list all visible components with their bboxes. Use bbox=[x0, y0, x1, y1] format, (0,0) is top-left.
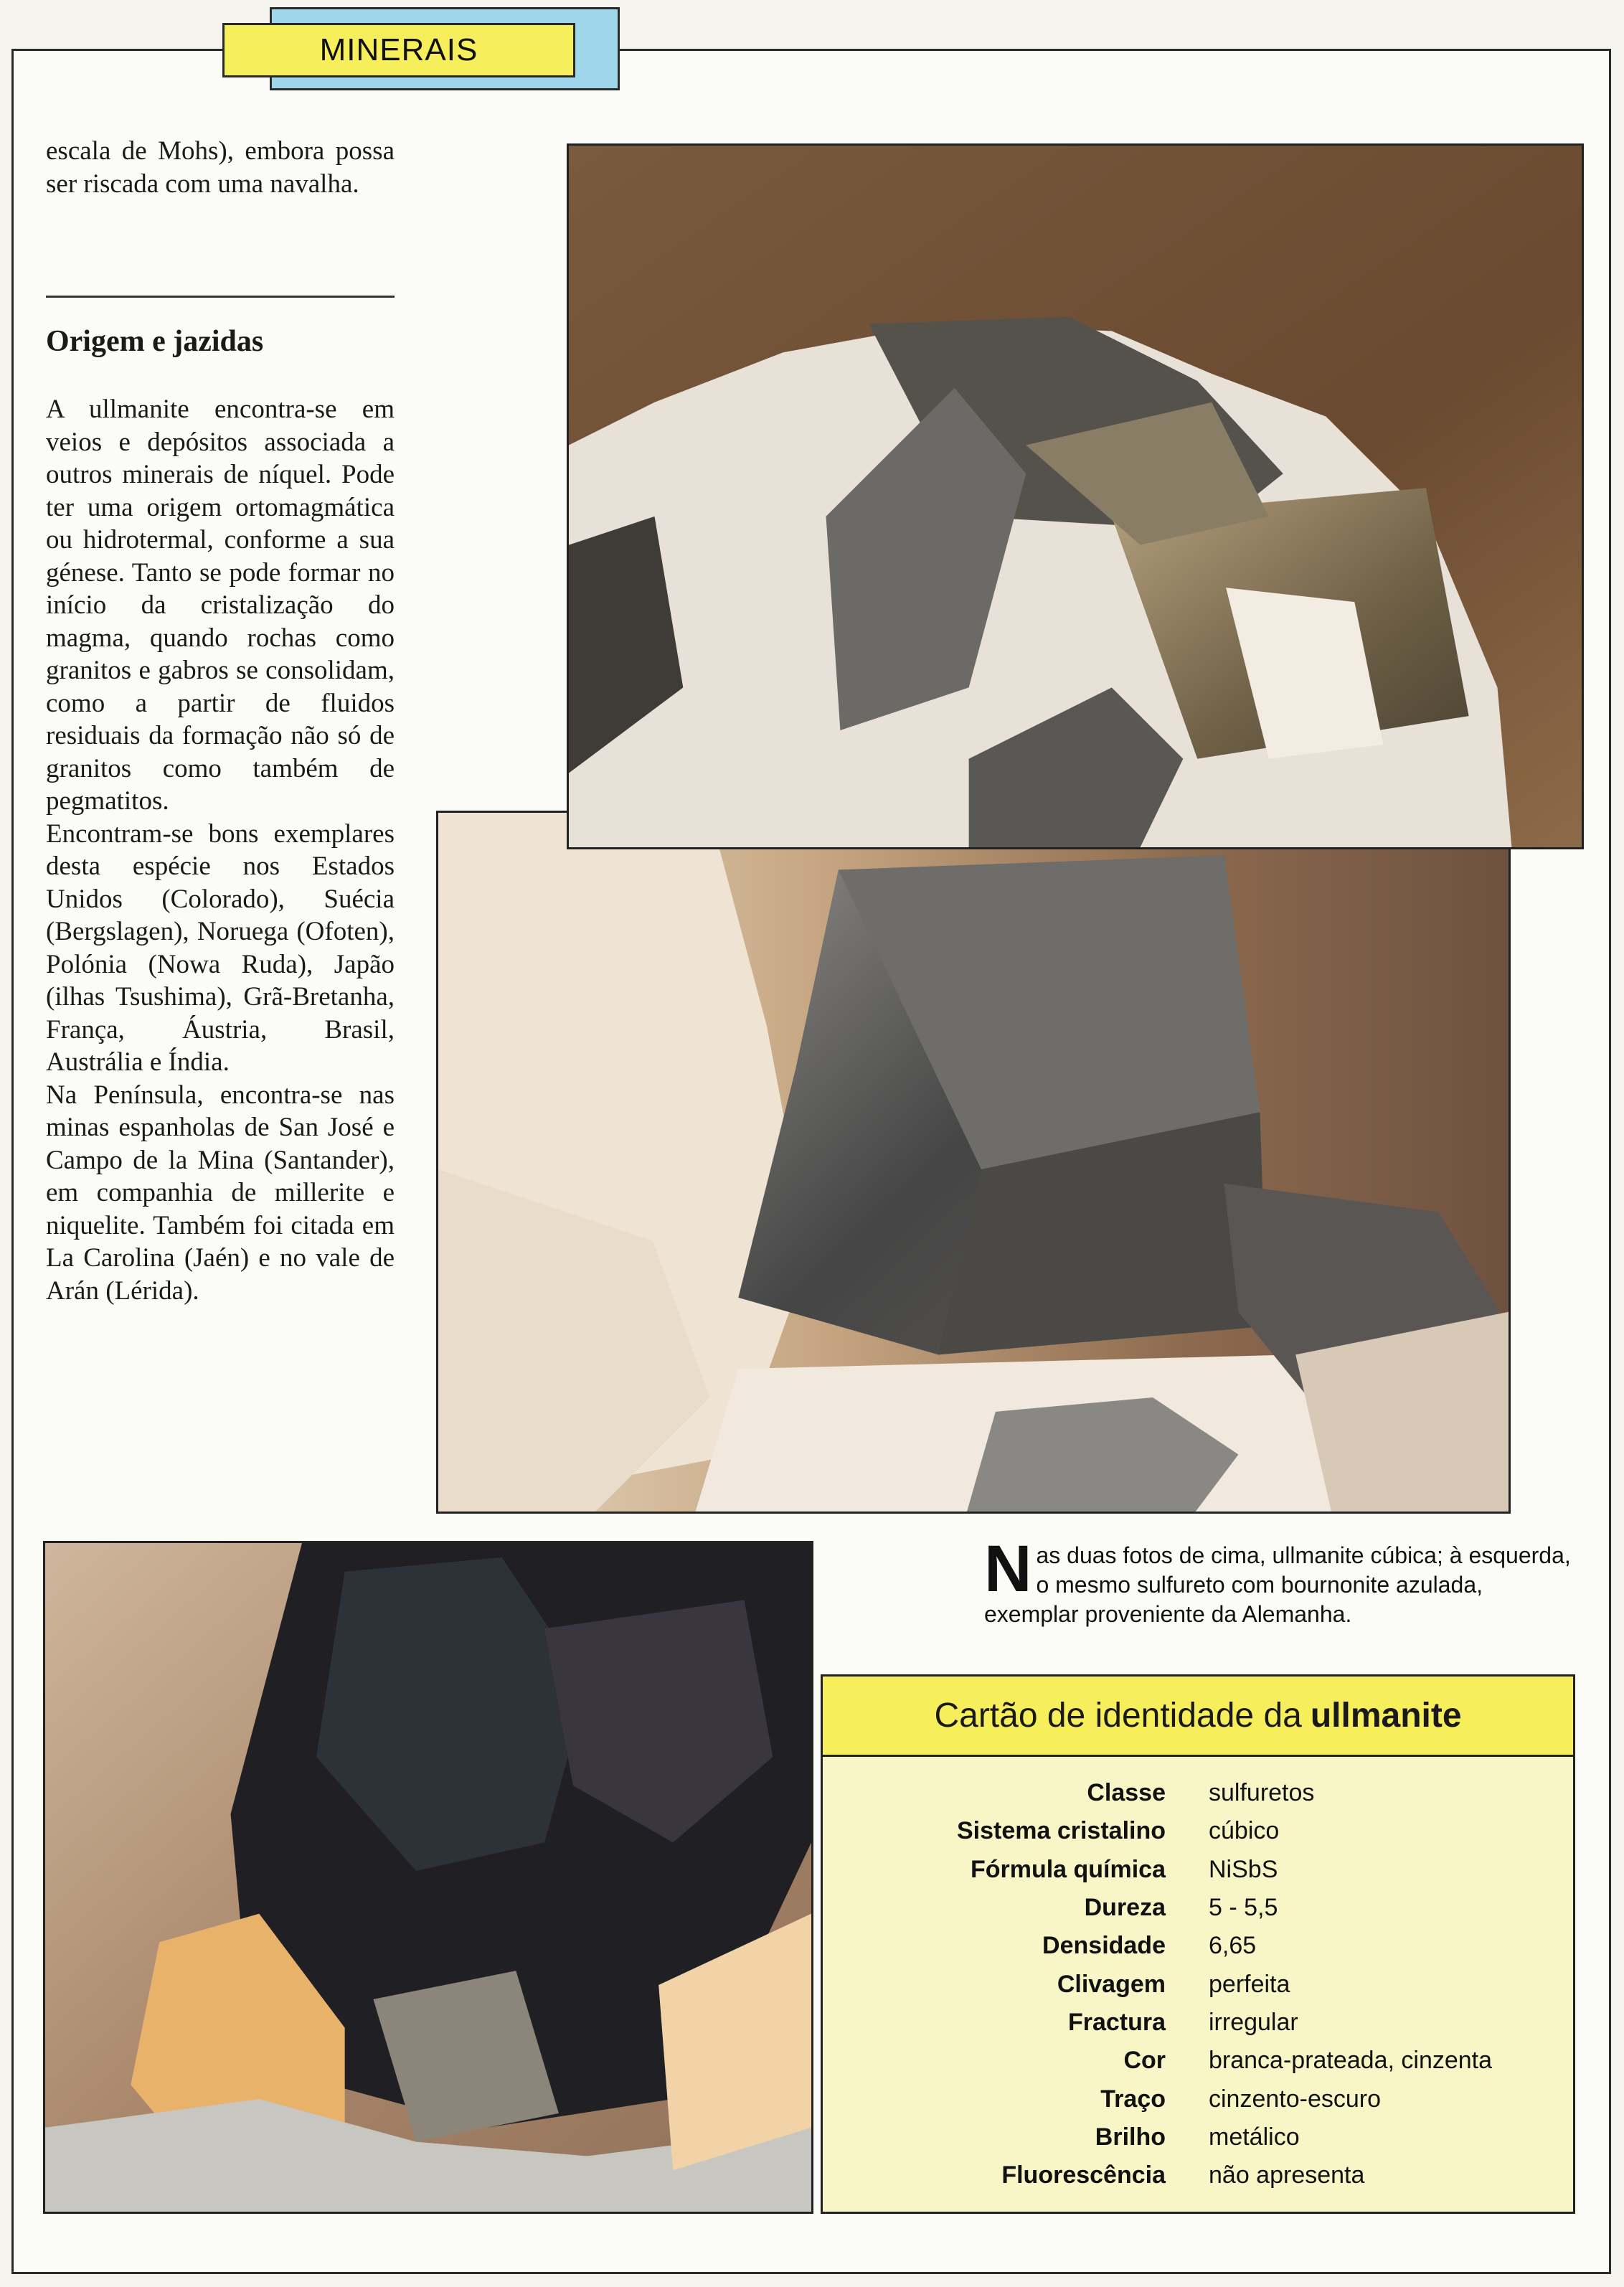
card-key: Fractura bbox=[1067, 2008, 1166, 2036]
section-heading: Origem e jazidas bbox=[46, 325, 264, 358]
identity-card-title-prefix: Cartão de identidade da bbox=[934, 1697, 1302, 1735]
card-row-fractura bbox=[823, 2004, 1573, 2042]
body-paragraph-origin: A ullmanite encontra-se em veios e depósitos associada a outros minerais de níquel. Pode ter uma origem ortomagmática ou hidrotermal, conforme a sua génese. Tanto se pode formar no início da cristalização do magma, quando rochas como granitos e gabros se consolidam, como a partir de fluidos residuais da formação não só de granitos como também de pegmatitos. bbox=[46, 395, 395, 816]
body-text bbox=[46, 393, 395, 1307]
card-key: Brilho bbox=[1095, 2123, 1166, 2151]
intro-paragraph: escala de Mohs), embora possa ser riscada com uma navalha. bbox=[46, 136, 395, 199]
card-row-classe bbox=[823, 1774, 1573, 1812]
section-label: MINERAIS bbox=[319, 32, 478, 67]
identity-card-rows bbox=[823, 1774, 1573, 2194]
card-row-cor bbox=[823, 2042, 1573, 2080]
card-row-densidade bbox=[823, 1927, 1573, 1965]
card-row-brilho bbox=[823, 2118, 1573, 2156]
card-key: Fluorescência bbox=[1001, 2161, 1166, 2189]
mineral-photo-middle bbox=[436, 811, 1511, 1514]
card-key: Fórmula química bbox=[970, 1855, 1166, 1883]
caption-drop-cap: N bbox=[984, 1532, 1032, 1605]
card-row-traco bbox=[823, 2080, 1573, 2118]
identity-card bbox=[821, 1674, 1575, 2214]
body-paragraph-peninsula: Na Península, encontra-se nas minas espanholas de San José e Campo de la Mina (Santander), em companhia de millerite e niquelite. Também foi citada em La Carolina (Jaén) e no vale de Arán (Lérida). bbox=[46, 1080, 395, 1306]
card-value: cúbico bbox=[1209, 1817, 1280, 1845]
body-paragraph-localities: Encontram-se bons exemplares desta espécie nos Estados Unidos (Colorado), Suécia (Bergslagen), Noruega (Ofoten), Polónia (Nowa Ruda), Japão (ilhas Tsushima), Grã-Bretanha, França, Áustria, Brasil, Austrália e Índia. bbox=[46, 819, 395, 1077]
card-value: 6,65 bbox=[1209, 1932, 1257, 1960]
card-key: Cor bbox=[1123, 2047, 1166, 2075]
card-value: não apresenta bbox=[1209, 2161, 1365, 2189]
mineral-photo-top bbox=[567, 143, 1584, 849]
card-row-fluorescencia bbox=[823, 2156, 1573, 2194]
identity-card-title-mineral: ullmanite bbox=[1310, 1697, 1462, 1735]
card-value: branca-prateada, cinzenta bbox=[1209, 2047, 1493, 2075]
card-row-sistema-cristalino bbox=[823, 1812, 1573, 1850]
card-row-formula-quimica bbox=[823, 1851, 1573, 1889]
card-key: Densidade bbox=[1042, 1932, 1166, 1960]
card-key: Traço bbox=[1100, 2085, 1166, 2113]
card-value: NiSbS bbox=[1209, 1855, 1278, 1883]
card-value: metálico bbox=[1209, 2123, 1300, 2151]
card-key: Sistema cristalino bbox=[956, 1817, 1166, 1845]
card-key: Classe bbox=[1087, 1779, 1166, 1807]
card-value: cinzento-escuro bbox=[1209, 2085, 1382, 2113]
mineral-photo-bottom bbox=[43, 1541, 813, 2214]
identity-card-title bbox=[823, 1677, 1573, 1757]
card-key: Dureza bbox=[1084, 1894, 1166, 1922]
section-tab bbox=[222, 23, 575, 77]
card-value: 5 - 5,5 bbox=[1209, 1894, 1278, 1922]
section-divider bbox=[46, 296, 395, 298]
card-key: Clivagem bbox=[1057, 1970, 1166, 1998]
card-value: perfeita bbox=[1209, 1970, 1290, 1998]
caption-text: as duas fotos de cima, ullmanite cúbica; à esquerda, o mesmo sulfureto com bournonite azulada, exemplar proveniente da Alemanha. bbox=[984, 1542, 1571, 1627]
card-value: sulfuretos bbox=[1209, 1779, 1315, 1807]
intro-text bbox=[46, 135, 395, 200]
card-row-clivagem bbox=[823, 1965, 1573, 2003]
card-value: irregular bbox=[1209, 2008, 1298, 2036]
card-row-dureza bbox=[823, 1889, 1573, 1927]
photo-caption bbox=[984, 1532, 1580, 1629]
